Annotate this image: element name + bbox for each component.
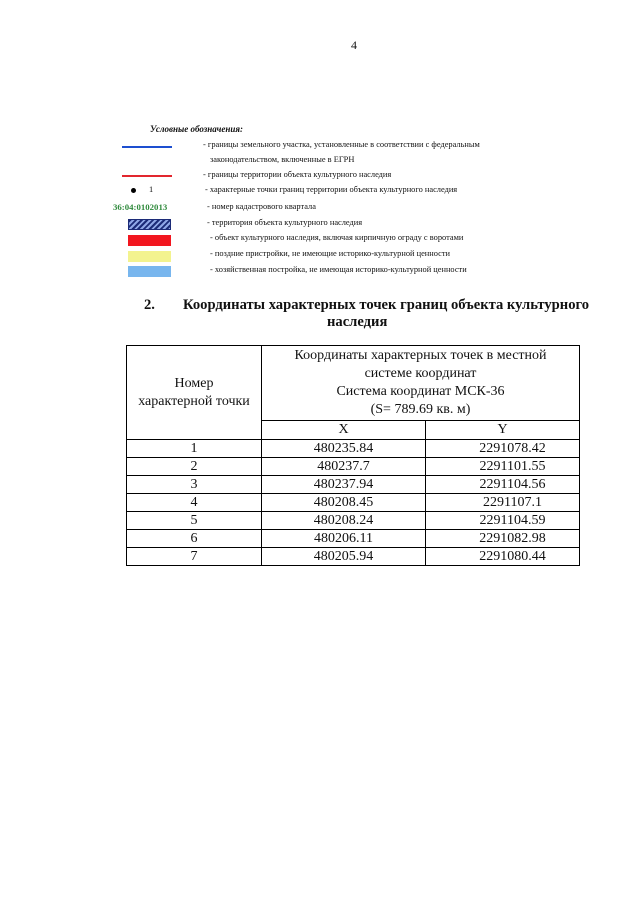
cell-point: 2: [127, 458, 262, 476]
light-blue-fill-symbol: [128, 266, 171, 277]
header-line: характерной точки: [138, 393, 250, 409]
cell-point: 5: [127, 512, 262, 530]
cell-x: 480237.94: [262, 476, 426, 494]
table-header-row: [127, 346, 580, 421]
table-row: [127, 530, 580, 548]
legend-item-text: - поздние пристройки, не имеющие историко-культурной ценности: [210, 249, 451, 258]
point-number-header: [127, 346, 262, 440]
header-line: Система координат МСК-36: [336, 384, 505, 399]
cell-point: 1: [127, 440, 262, 458]
header-line: (S= 789.69 кв. м): [370, 402, 471, 417]
cell-x: 480237.7: [262, 458, 426, 476]
point-symbol: [131, 188, 136, 193]
section-number: 2.: [144, 297, 155, 313]
cell-y: 2291080.44: [426, 548, 580, 566]
cell-y: 2291101.55: [426, 458, 580, 476]
legend-item-text-continued: законодательством, включенные в ЕГРН: [210, 155, 355, 164]
legend-item-text: - границы территории объекта культурного наследия: [203, 170, 392, 179]
cell-x: 480206.11: [262, 530, 426, 548]
legend-item-text: - характерные точки границ территории объекта культурного наследия: [205, 185, 458, 194]
coordinates-header: [262, 346, 580, 421]
legend-item-text: - территория объекта культурного наследия: [207, 218, 363, 227]
cell-x: 480235.84: [262, 440, 426, 458]
table-row: [127, 548, 580, 566]
table-row: [127, 458, 580, 476]
table-row: [127, 476, 580, 494]
red-fill-symbol: [128, 235, 171, 246]
header-line: Номер: [174, 375, 214, 391]
page-number: 4: [351, 38, 357, 52]
legend-item-text: - границы земельного участка, установленные в соответствии с федеральным: [203, 140, 480, 149]
cell-y: 2291104.59: [426, 512, 580, 530]
legend-item-text: - номер кадастрового квартала: [207, 202, 316, 211]
legend-item-text: - хозяйственная постройка, не имеющая историко-культурной ценности: [210, 265, 467, 274]
red-line-symbol: [122, 175, 172, 177]
cell-x: 480208.45: [262, 494, 426, 512]
cell-y: 2291082.98: [426, 530, 580, 548]
cell-y: 2291107.1: [426, 494, 580, 512]
table-row: [127, 494, 580, 512]
point-label: 1: [149, 185, 154, 194]
cell-y: 2291078.42: [426, 440, 580, 458]
legend-item-text: - объект культурного наследия, включая кирпичную ограду с воротами: [210, 233, 464, 242]
cell-x: 480205.94: [262, 548, 426, 566]
y-header: Y: [426, 421, 580, 440]
cell-point: 3: [127, 476, 262, 494]
section-title-line2: наследия: [327, 314, 388, 330]
coordinates-table: [126, 345, 580, 566]
header-line: системе координат: [364, 366, 477, 381]
table-row: [127, 512, 580, 530]
cell-y: 2291104.56: [426, 476, 580, 494]
cell-point: 6: [127, 530, 262, 548]
blue-line-symbol: [122, 146, 172, 148]
coordinates-table-grid: [126, 345, 580, 566]
x-header: X: [262, 421, 426, 440]
legend-title: Условные обозначения:: [150, 124, 243, 134]
section-title-line1: Координаты характерных точек границ объекта культурного: [183, 297, 590, 313]
table-row: [127, 440, 580, 458]
hatched-fill-symbol: [128, 219, 171, 230]
cell-point: 7: [127, 548, 262, 566]
header-line: Координаты характерных точек в местной: [294, 348, 547, 363]
cell-point: 4: [127, 494, 262, 512]
cell-x: 480208.24: [262, 512, 426, 530]
yellow-fill-symbol: [128, 251, 171, 262]
cadastral-code-label: 36:04:0102013: [113, 202, 168, 212]
